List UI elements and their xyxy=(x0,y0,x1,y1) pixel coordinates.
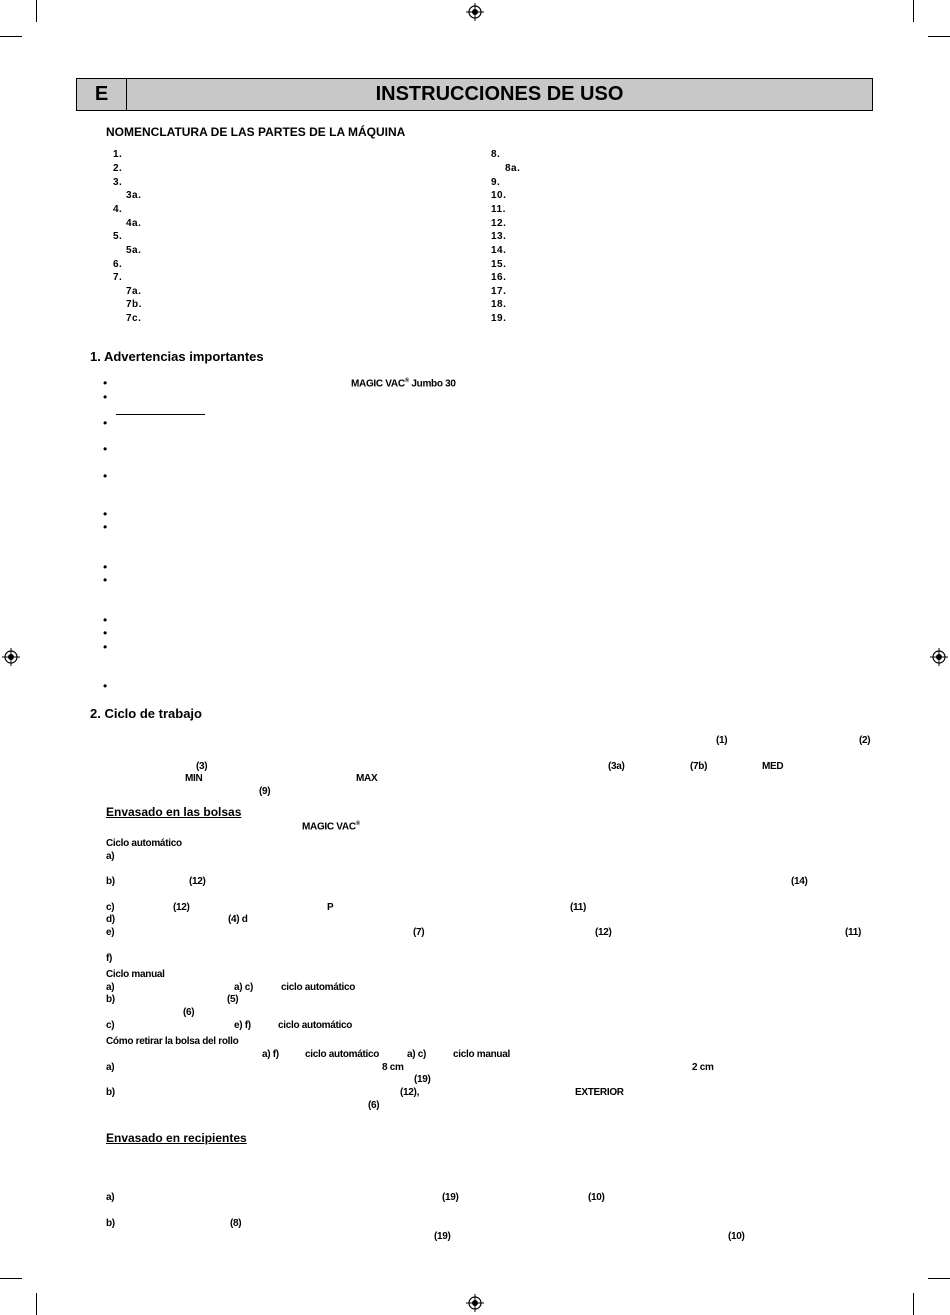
list-item: 16. xyxy=(491,272,507,283)
ref-label: (3a) xyxy=(608,761,625,772)
brand-text: MAGIC VAC xyxy=(302,821,356,833)
step-label: a) xyxy=(106,982,115,993)
page-title: INSTRUCCIONES DE USO xyxy=(375,83,624,105)
crop-mark xyxy=(0,1278,22,1279)
crop-mark xyxy=(0,36,22,37)
list-item: 7. xyxy=(113,272,123,283)
list-item: 10. xyxy=(491,190,507,201)
list-item: 13. xyxy=(491,231,507,242)
list-item: 8. xyxy=(491,149,501,160)
ref-label: P xyxy=(327,902,334,913)
list-item: 6. xyxy=(113,259,123,270)
ref-label: (10) xyxy=(728,1231,745,1242)
model-name: Jumbo 30 xyxy=(408,378,456,390)
page-header xyxy=(76,78,873,111)
step-label: d) xyxy=(106,914,115,925)
list-item: 3. xyxy=(113,177,123,188)
list-item: 2. xyxy=(113,163,123,174)
ref-label: MED xyxy=(762,761,784,772)
step-label: e) xyxy=(106,927,115,938)
step-label: b) xyxy=(106,994,115,1005)
step-label: b) xyxy=(106,1218,115,1229)
registered-mark: ® xyxy=(404,378,409,384)
language-code: E xyxy=(77,79,127,110)
list-item: 4a. xyxy=(126,218,142,229)
list-item: 7a. xyxy=(126,286,142,297)
ref-label: 8 cm xyxy=(382,1062,404,1073)
bullet: • xyxy=(103,416,108,430)
ref-label: (8) xyxy=(230,1218,242,1229)
list-item: 4. xyxy=(113,204,123,215)
ref-label: (12), xyxy=(400,1087,420,1098)
step-label: b) xyxy=(106,876,115,887)
list-item: 5a. xyxy=(126,245,142,256)
ref-label: MAX xyxy=(356,773,378,784)
ref-label: (3) xyxy=(196,761,208,772)
ref-label: (14) xyxy=(791,876,808,887)
cycle-heading: Ciclo automático xyxy=(106,838,182,849)
ref-label: (6) xyxy=(183,1007,195,1018)
nomenclature-heading: NOMENCLATURA DE LAS PARTES DE LA MÁQUINA xyxy=(106,125,406,139)
section-heading: 1. Advertencias importantes xyxy=(90,349,264,364)
cycle-heading: Cómo retirar la bolsa del rollo xyxy=(106,1036,239,1047)
list-item: 14. xyxy=(491,245,507,256)
step-label: f) xyxy=(106,953,113,964)
ref-label: (19) xyxy=(414,1074,431,1085)
underline-rule xyxy=(116,414,205,415)
crop-mark xyxy=(36,0,37,22)
ref-label: a) c) xyxy=(234,982,254,993)
registration-mark-icon xyxy=(466,3,484,21)
ref-label: 2 cm xyxy=(692,1062,714,1073)
list-item: 18. xyxy=(491,299,507,310)
step-label: a) xyxy=(106,1192,115,1203)
step-label: a) xyxy=(106,1062,115,1073)
bullet: • xyxy=(103,573,108,587)
brand-name: MAGIC VAC xyxy=(351,378,405,390)
bullet: • xyxy=(103,376,108,390)
list-item: 11. xyxy=(491,204,506,215)
list-item: 7c. xyxy=(126,313,142,324)
ref-label: (12) xyxy=(595,927,612,938)
bullet: • xyxy=(103,679,108,693)
list-item: 17. xyxy=(491,286,507,297)
step-label: b) xyxy=(106,1087,115,1098)
brand-name xyxy=(302,821,360,832)
bullet: • xyxy=(103,560,108,574)
ref-label: (9) xyxy=(259,786,271,797)
ref-label: ciclo manual xyxy=(453,1049,510,1060)
list-item: 7b. xyxy=(126,299,142,310)
ref-label: (12) xyxy=(189,876,206,887)
ref-label: a) f) xyxy=(262,1049,279,1060)
ref-label: ciclo automático xyxy=(305,1049,380,1060)
step-label: a) xyxy=(106,851,115,862)
ref-label: MIN xyxy=(185,773,203,784)
ref-label: (2) xyxy=(859,735,871,746)
step-label: c) xyxy=(106,1020,115,1031)
ref-label: (11) xyxy=(845,927,862,938)
ref-label: (12) xyxy=(173,902,190,913)
list-item: 8a. xyxy=(505,163,521,174)
section-heading: 2. Ciclo de trabajo xyxy=(90,706,202,721)
bullet: • xyxy=(103,640,108,654)
list-item: 19. xyxy=(491,313,507,324)
subsection-heading: Envasado en recipientes xyxy=(106,1131,247,1145)
list-item: 12. xyxy=(491,218,507,229)
registration-mark-icon xyxy=(930,648,948,666)
bullet: • xyxy=(103,520,108,534)
bullet: • xyxy=(103,469,108,483)
ref-label: (10) xyxy=(588,1192,605,1203)
bullet: • xyxy=(103,613,108,627)
step-label: c) xyxy=(106,902,115,913)
registration-mark-icon xyxy=(466,1294,484,1312)
ref-label: (4) d xyxy=(228,914,248,925)
ref-label: (19) xyxy=(434,1231,451,1242)
product-name xyxy=(351,378,456,389)
list-item: 3a. xyxy=(126,190,142,201)
registration-mark-icon xyxy=(2,648,20,666)
ref-label: a) c) xyxy=(407,1049,427,1060)
bullet: • xyxy=(103,390,108,404)
crop-mark xyxy=(913,0,914,22)
cycle-heading: Ciclo manual xyxy=(106,969,165,980)
bullet: • xyxy=(103,442,108,456)
bullet: • xyxy=(103,507,108,521)
registered-mark: ® xyxy=(355,821,360,827)
ref-label: ciclo automático xyxy=(278,1020,353,1031)
list-item: 1. xyxy=(113,149,123,160)
bullet: • xyxy=(103,626,108,640)
ref-label: ciclo automático xyxy=(281,982,356,993)
crop-mark xyxy=(928,36,950,37)
ref-label: (7b) xyxy=(690,761,708,772)
ref-label: (5) xyxy=(227,994,239,1005)
crop-mark xyxy=(928,1278,950,1279)
ref-label: (6) xyxy=(368,1100,380,1111)
ref-label: (19) xyxy=(442,1192,459,1203)
crop-mark xyxy=(913,1293,914,1315)
ref-label: EXTERIOR xyxy=(575,1087,624,1098)
subsection-heading: Envasado en las bolsas xyxy=(106,805,242,819)
list-item: 5. xyxy=(113,231,123,242)
list-item: 9. xyxy=(491,177,501,188)
ref-label: (7) xyxy=(413,927,425,938)
ref-label: e) f) xyxy=(234,1020,251,1031)
ref-label: (1) xyxy=(716,735,728,746)
list-item: 15. xyxy=(491,259,507,270)
ref-label: (11) xyxy=(570,902,587,913)
crop-mark xyxy=(36,1293,37,1315)
